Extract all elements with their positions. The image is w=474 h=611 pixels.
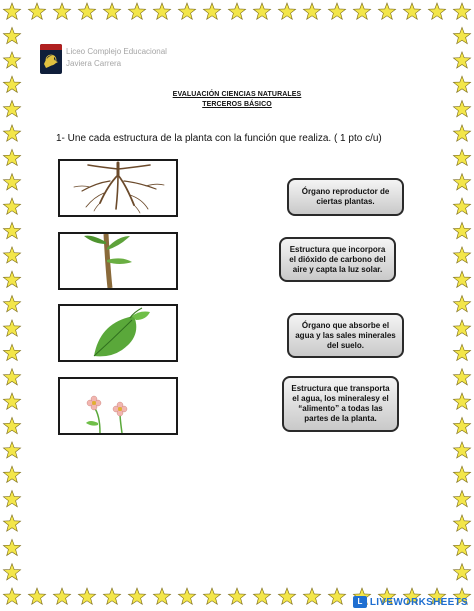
star-icon xyxy=(3,3,20,19)
star-icon xyxy=(3,271,20,287)
star-icon xyxy=(3,149,20,165)
star-icon xyxy=(453,3,470,19)
worksheet-subtitle: TERCEROS BÁSICO xyxy=(202,101,272,108)
star-icon xyxy=(53,3,70,19)
star-icon xyxy=(3,515,20,531)
star-icon xyxy=(453,515,470,531)
school-logo xyxy=(40,44,62,74)
star-icon xyxy=(3,125,20,141)
star-icon xyxy=(453,198,470,214)
star-icon xyxy=(453,393,470,409)
liveworksheets-logo[interactable] xyxy=(353,595,468,609)
star-icon xyxy=(453,564,470,580)
star-icon xyxy=(3,320,20,336)
star-icon xyxy=(453,296,470,312)
star-icon xyxy=(153,588,170,604)
star-icon xyxy=(3,393,20,409)
star-icon xyxy=(3,27,20,43)
star-icon xyxy=(3,174,20,190)
root-image[interactable] xyxy=(58,159,178,217)
star-icon xyxy=(3,222,20,238)
star-icon xyxy=(203,588,220,604)
star-icon xyxy=(353,3,370,19)
star-icon xyxy=(453,247,470,263)
flower-image[interactable] xyxy=(58,377,178,435)
worksheet-title: EVALUACIÓN CIENCIAS NATURALES xyxy=(172,91,302,98)
star-icon xyxy=(453,466,470,482)
star-icon xyxy=(453,539,470,555)
star-icon xyxy=(3,417,20,433)
star-icon xyxy=(3,76,20,92)
star-icon xyxy=(153,3,170,19)
star-icon xyxy=(78,3,95,19)
liveworksheets-brand: LIVEWORKSHEETS xyxy=(369,596,468,608)
star-icon xyxy=(3,247,20,263)
star-icon xyxy=(53,588,70,604)
star-icon xyxy=(378,3,395,19)
star-icon xyxy=(453,149,470,165)
star-icon xyxy=(78,588,95,604)
star-icon xyxy=(28,3,45,19)
star-icon xyxy=(328,3,345,19)
star-icon xyxy=(278,3,295,19)
star-icon xyxy=(3,442,20,458)
star-icon xyxy=(303,3,320,19)
stem-image[interactable] xyxy=(58,232,178,290)
star-icon xyxy=(278,588,295,604)
leaf-icon xyxy=(60,306,176,360)
star-icon xyxy=(128,588,145,604)
star-icon xyxy=(453,27,470,43)
star-icon xyxy=(428,3,445,19)
star-icon xyxy=(328,588,345,604)
star-icon xyxy=(253,3,270,19)
star-icon xyxy=(453,174,470,190)
star-icon xyxy=(3,198,20,214)
function-box-reproductive[interactable]: Órgano reproductor de ciertas plantas. xyxy=(287,178,404,216)
star-icon xyxy=(3,369,20,385)
star-icon xyxy=(28,588,45,604)
star-icon xyxy=(453,76,470,92)
function-box-transport[interactable]: Estructura que transporta el agua, los mineralesy el “alimento” a todas las partes de la planta. xyxy=(282,376,399,432)
star-icon xyxy=(453,491,470,507)
star-icon xyxy=(3,52,20,68)
star-icon xyxy=(3,296,20,312)
school-name: Liceo Complejo Educacional xyxy=(66,47,167,56)
flower-icon xyxy=(60,379,176,433)
star-icon xyxy=(453,52,470,68)
star-icon xyxy=(103,588,120,604)
star-icon xyxy=(453,125,470,141)
star-icon xyxy=(453,442,470,458)
star-icon xyxy=(103,3,120,19)
function-box-absorption[interactable]: Órgano que absorbe el agua y las sales minerales del suelo. xyxy=(287,313,404,358)
star-icon xyxy=(253,588,270,604)
star-icon xyxy=(3,466,20,482)
star-icon xyxy=(453,222,470,238)
star-icon xyxy=(403,3,420,19)
star-icon xyxy=(3,491,20,507)
star-icon xyxy=(453,320,470,336)
leaf-image[interactable] xyxy=(58,304,178,362)
star-icon xyxy=(453,369,470,385)
star-icon xyxy=(303,588,320,604)
star-icon xyxy=(453,344,470,360)
star-icon xyxy=(228,588,245,604)
star-icon xyxy=(3,539,20,555)
star-icon xyxy=(3,564,20,580)
star-icon xyxy=(178,588,195,604)
star-icon xyxy=(203,3,220,19)
stem-icon xyxy=(60,234,176,288)
root-icon xyxy=(60,161,176,215)
star-icon xyxy=(178,3,195,19)
instruction-text: 1- Une cada estructura de la planta con la función que realiza. ( 1 pto c/u) xyxy=(56,133,382,144)
star-icon xyxy=(3,588,20,604)
liveworksheets-icon: L xyxy=(353,596,367,608)
star-icon xyxy=(3,344,20,360)
star-icon xyxy=(453,271,470,287)
school-subtitle: Javiera Carrera xyxy=(66,59,122,68)
function-box-photosynthesis[interactable]: Estructura que incorpora el dióxido de carbono del aire y capta la luz solar. xyxy=(279,237,396,282)
star-icon xyxy=(453,417,470,433)
star-icon xyxy=(128,3,145,19)
star-icon xyxy=(228,3,245,19)
